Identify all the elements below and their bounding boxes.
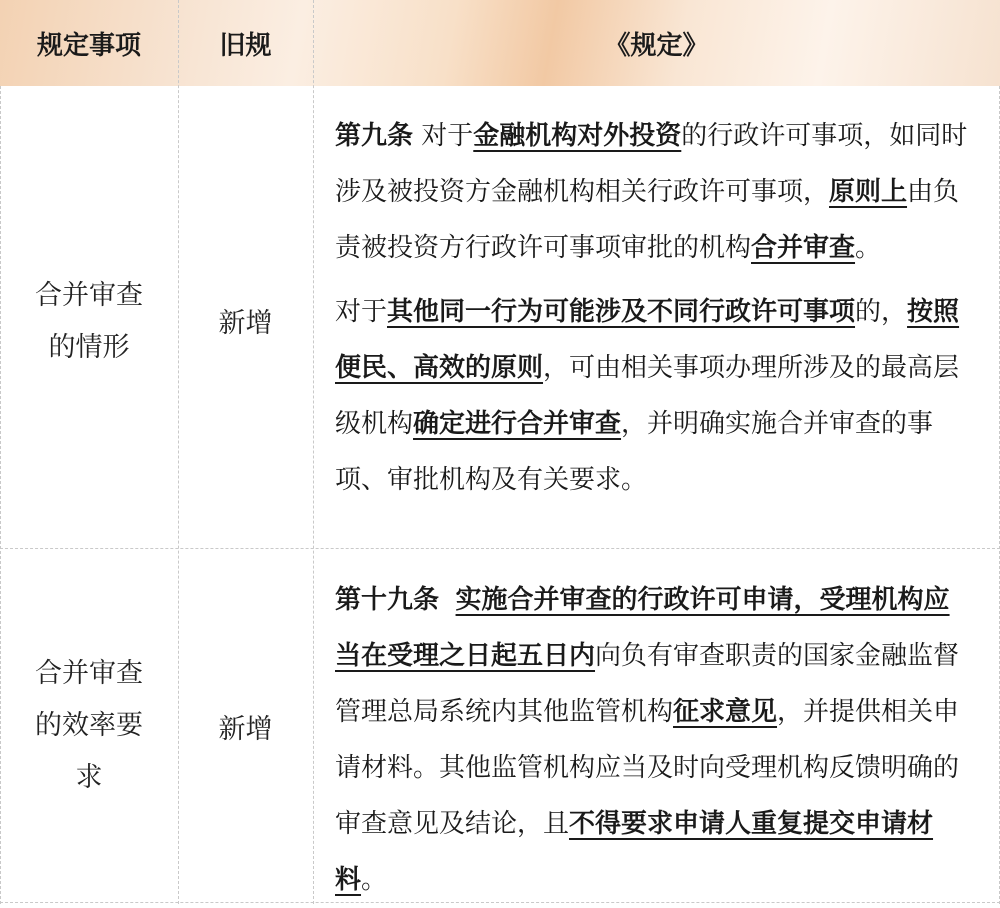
text-run: 对于 — [413, 121, 474, 151]
emphasized-text: 合并审查 — [751, 233, 856, 263]
row-1-item-line: 合并审查 — [35, 280, 143, 311]
row-1-item — [0, 270, 178, 374]
row-2-content — [335, 572, 975, 908]
emphasized-text: 金融机构对外投资 — [473, 121, 682, 151]
header-item: 规定事项 — [36, 30, 141, 61]
text-run: 向负有审查职责的国家金融监督管理总局系统内其他监管机构 — [335, 641, 960, 727]
emphasized-text: 原则上 — [829, 177, 908, 207]
text-run: 的， — [855, 297, 908, 327]
emphasized-text: 按照便民、高效的原则 — [335, 297, 960, 383]
row-1-old-rule: 新增 — [218, 308, 273, 339]
emphasized-text: 其他同一行为可能涉及不同行政许可事项 — [387, 297, 856, 327]
column-divider — [313, 0, 314, 904]
row-2-item-line: 的效率要 — [35, 710, 143, 741]
emphasized-text: 确定进行合并审查 — [413, 409, 622, 439]
emphasized-text: 征求意见 — [673, 697, 778, 727]
header-old-rule: 旧规 — [219, 30, 272, 61]
text-run: 的行政许可事项，如同时涉及被投资方金融机构相关行政许可事项， — [335, 121, 968, 207]
text-run: 由负责被投资方行政许可事项审批的机构 — [335, 177, 960, 263]
row-2-old-rule: 新增 — [218, 714, 273, 745]
table-header — [0, 0, 1000, 86]
row-2-item — [0, 648, 178, 804]
row-2-item-line: 合并审查 — [35, 658, 143, 689]
text-run: 。 — [361, 865, 388, 895]
row-1-content — [335, 108, 975, 508]
text-run: 第十九条 — [335, 585, 440, 615]
text-run: ，可由相关事项办理所涉及的最高层级机构 — [335, 353, 960, 439]
text-run: 。 — [855, 233, 882, 263]
row-divider — [0, 548, 1000, 549]
article-paragraph — [335, 284, 975, 508]
header-new-rule: 《规定》 — [604, 30, 709, 61]
text-run: ，并提供相关申请材料。其他监管机构应当及时向受理机构反馈明确的审查意见及结论，且 — [335, 697, 960, 839]
article-paragraph — [335, 108, 975, 276]
article-paragraph — [335, 572, 975, 908]
emphasized-text: 实施合并审查的行政许可申请，受理机构应当在受理之日起五日内 — [335, 585, 950, 671]
column-divider — [178, 0, 179, 904]
emphasized-text: 不得要求申请人重复提交申请材料 — [335, 809, 934, 895]
text-run: 第九条 — [335, 121, 414, 151]
text-run: ，并明确实施合并审查的事项、审批机构及有关要求。 — [335, 409, 934, 495]
row-2-item-line: 求 — [75, 762, 103, 793]
row-1-item-line: 的情形 — [48, 332, 130, 363]
text-run — [439, 585, 456, 615]
text-run: 对于 — [335, 297, 388, 327]
